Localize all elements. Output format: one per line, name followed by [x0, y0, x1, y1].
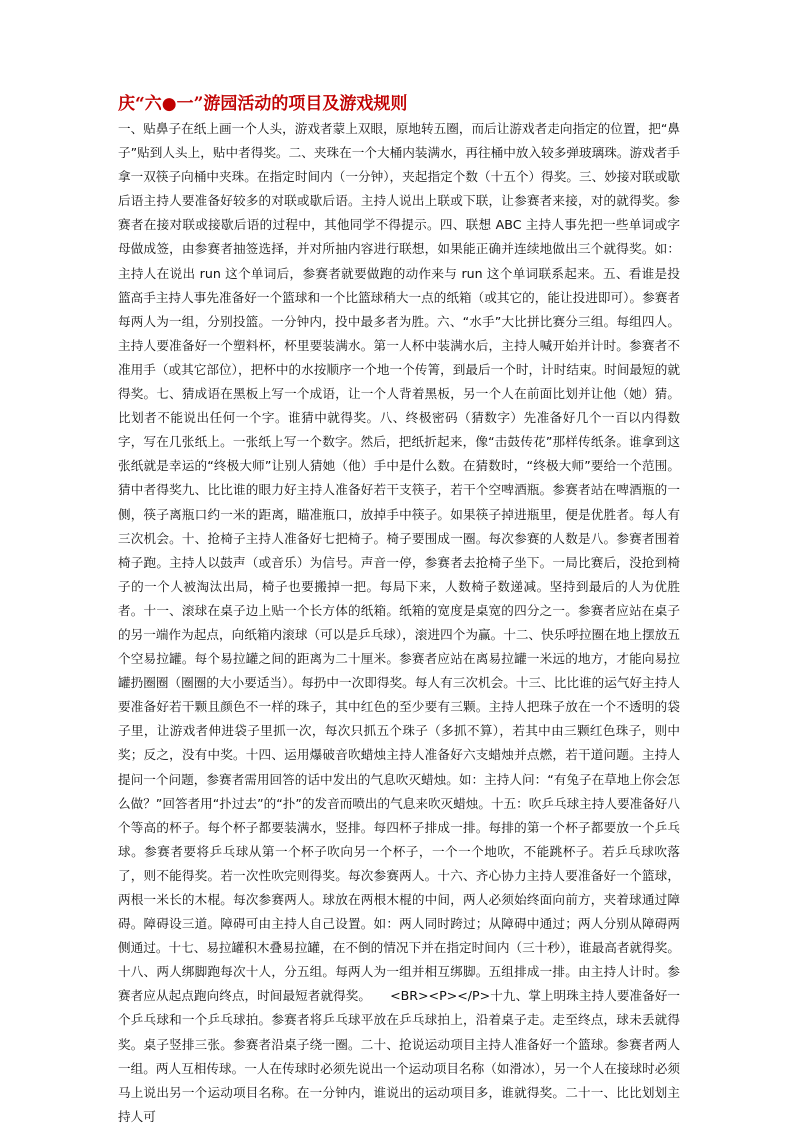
document-title: 庆“六●一”游园活动的项目及游戏规则 [118, 94, 408, 114]
document-page [118, 92, 680, 1129]
document-body: 一、贴鼻子在纸上画一个人头，游戏者蒙上双眼，原地转五圈，而后让游戏者走向指定的位置，把“鼻子”贴到人头上，贴中者得奖。二、夹珠在一个大桶内装满水，再往桶中放入较多弹玻璃珠。游戏者手拿一双筷子向桶中夹珠。在指定时间内（一分钟），夹起指定个数（十五个）得奖。三、妙接对联或歇后语主持人要准备好较多的对联或歇后语。主持人说出上联或下联，让参赛者来接，对的就得奖。参赛者在接对联或接歇后语的过程中，其他同学不得提示。四、联想 ABC 主持人事先把一些单词或字母做成签，由参赛者抽签选择，并对所抽内容进行联想，如果能正确并连续地做出三个就得奖。如：主持人在说出 run 这个单词后，参赛者就要做跑的动作来与 run 这个单词联系起来。五、看谁是投篮高手主持人事先准备好一个篮球和一个比篮球稍大一点的纸箱（或其它的，能让投进即可）。参赛者每两人为一组，分别投篮。一分钟内，投中最多者为胜。六、“水手”大比拼比赛分三组。每组四人。主持人要准备好一个塑料杯，杯里要装满水。第一人杯中装满水后，主持人喊开始并计时。参赛者不准用手（或其它部位），把杯中的水按顺序一个地一个传箐，到最后一个时，计时结束。时间最短的就得奖。七、猜成语在黑板上写一个成语，让一个人背着黑板，另一个人在前面比划并让他（她）猜。比划者不能说出任何一个字。谁猜中就得奖。八、终极密码（猜数字）先准备好几个一百以内得数字，写在几张纸上。一张纸上写一个数字。然后，把纸折起来，像“击鼓传花”那样传纸条。谁拿到这张纸就是幸运的“终极大师”让别人猜她（他）手中是什么数。在猜数时，“终极大师”要给一个范围。猜中者得奖九、比比谁的眼力好主持人准备好若干支筷子，若干个空啤酒瓶。参赛者站在啤酒瓶的一侧，筷子离瓶口约一米的距离，瞄准瓶口，放掉手中筷子。如果筷子掉进瓶里，便是优胜者。每人有三次机会。十、抢椅子主持人准备好七把椅子。椅子要围成一圈。每次参赛的人数是八。参赛者围着椅子跑。主持人以鼓声（或音乐）为信号。声音一停，参赛者去抢椅子坐下。一局比赛后，没抢到椅子的一个人被淘汰出局，椅子也要搬掉一把。每局下来，人数椅子数递减。坚持到最后的人为优胜者。十一、滚球在桌子边上贴一个长方体的纸箱。纸箱的宽度是桌宽的四分之一。参赛者应站在桌子的另一端作为起点，向纸箱内滚球（可以是乒乓球），滚进四个为赢。十二、快乐呼拉圈在地上摆放五个空易拉罐。每个易拉罐之间的距离为二十厘米。参赛者应站在离易拉罐一米远的地方，才能向易拉罐扔圈圈（圈圈的大小要适当）。每扔中一次即得奖。每人有三次机会。十三、比比谁的运气好主持人要准备好若干颗且颜色不一样的珠子，其中红色的至少要有三颗。主持人把珠子放在一个不透明的袋子里，让游戏者伸进袋子里抓一次，每次只抓五个珠子（多抓不算），若其中由三颗红色珠子，则中奖；反之，没有中奖。十四、运用爆破音吹蜡烛主持人准备好六支蜡烛并点燃，若干道问题。主持人提问一个问题，参赛者需用回答的话中发出的气息吹灭蜡烛。如：主持人问：“有兔子在草地上你会怎么做？”回答者用“扑过去”的“扑”的发音而喷出的气息来吹灭蜡烛。十五：吹乒乓球主持人要准备好八个等高的杯子。每个杯子都要装满水，竖排。每四杯子排成一排。每排的第一个杯子都要放一个乒乓球。参赛者要将乒乓球从第一个杯子吹向另一个杯子，一个一个地吹，不能跳杯子。若乒乓球吹落了，则不能得奖。若一次性吹完则得奖。每次参赛两人。十六、齐心协力主持人要准备好一个篮球，两根一米长的木棍。每次参赛两人。球放在两根木棍的中间，两人必须始终面向前方，夹着球通过障碍。障碍设三道。障碍可由主持人自己设置。如：两人同时跨过；从障碍中通过；两人分别从障碍两侧通过。十七、易拉罐积木叠易拉罐，在不倒的情况下并在指定时间内（三十秒），谁最高者就得奖。十八、两人绑脚跑每次十人，分五组。每两人为一组并相互绑脚。五组排成一排。由主持人计时。参赛者应从起点跑向终点，时间最短者就得奖。 <BR><P></P>十九、掌上明珠主持人要准备好一个乒乓球和一个乒乓球拍。参赛者将乒乓球平放在乒乓球拍上，沿着桌子走。走至终点，球未丢就得奖。桌子竖排三张。参赛者沿桌子绕一圈。二十、抢说运动项目主持人准备好一个篮球。参赛者两人一组。两人互相传球。一人在传球时必须先说出一个运动项目名称（如滑冰），另一个人在接球时必须马上说出另一个运动项目名称。在一分钟内，谁说出的运动项目多，谁就得奖。二十一、比比划划主持人可 [118, 121, 680, 1124]
